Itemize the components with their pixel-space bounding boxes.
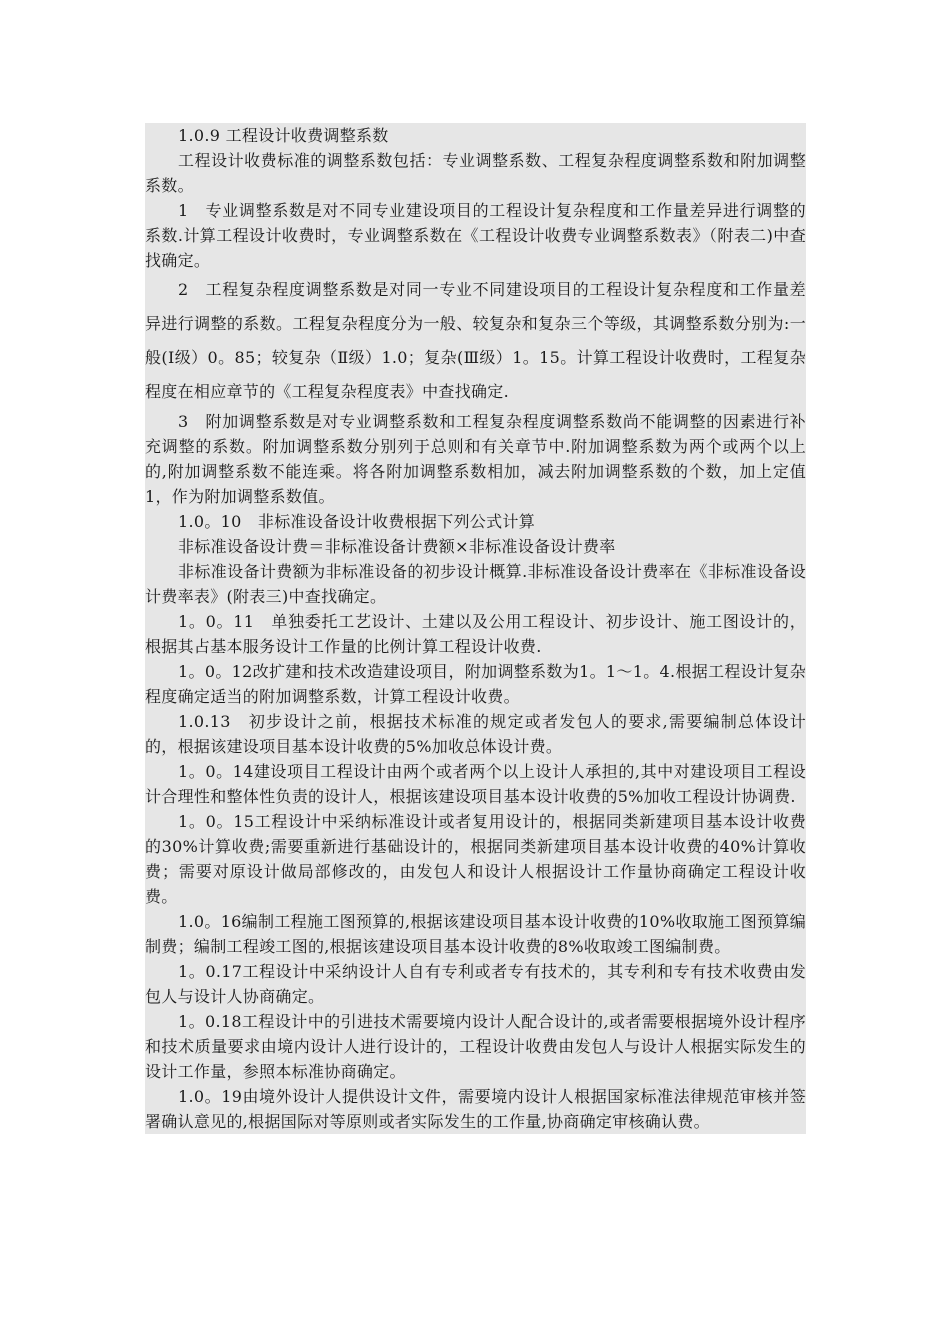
paragraph-1-0-12: 1。0。12改扩建和技术改造建设项目，附加调整系数为1。1～1。4.根据工程设计复杂程度确定适当的附加调整系数，计算工程设计收费。: [145, 659, 806, 709]
paragraph-1-0-19: 1.0。19由境外设计人提供设计文件，需要境内设计人根据国家标准法律规范审核并签署确认意见的,根据国际对等原则或者实际发生的工作量,协商确定审核确认费。: [145, 1084, 806, 1134]
paragraph-formula: 非标准设备设计费＝非标准设备计费额×非标准设备设计费率: [145, 534, 806, 559]
paragraph-professional-coefficient: 1 专业调整系数是对不同专业建设项目的工程设计复杂程度和工作量差异进行调整的系数.计算工程设计收费时，专业调整系数在《工程设计收费专业调整系数表》（附表二)中查找确定。: [145, 198, 806, 273]
paragraph-adjustment-intro: 工程设计收费标准的调整系数包括：专业调整系数、工程复杂程度调整系数和附加调整系数。: [145, 148, 806, 198]
paragraph-complexity-coefficient: 2 工程复杂程度调整系数是对同一专业不同建设项目的工程设计复杂程度和工作量差异进行调整的系数。工程复杂程度分为一般、较复杂和复杂三个等级，其调整系数分别为:一般(Ⅰ级）0。85；较复杂（Ⅱ级）1.0；复杂(Ⅲ级）1。15。计算工程设计收费时，工程复杂程度在相应章节的《工程复杂程度表》中查找确定.: [145, 273, 806, 409]
paragraph-1-0-17: 1。0.17工程设计中采纳设计人自有专利或者专有技术的，其专利和专有技术收费由发包人与设计人协商确定。: [145, 959, 806, 1009]
paragraph-1-0-11: 1。0。11 单独委托工艺设计、土建以及公用工程设计、初步设计、施工图设计的，根据其占基本服务设计工作量的比例计算工程设计收费.: [145, 609, 806, 659]
paragraph-1-0-14: 1。0。14建设项目工程设计由两个或者两个以上设计人承担的,其中对建设项目工程设计合理性和整体性负责的设计人，根据该建设项目基本设计收费的5%加收工程设计协调费.: [145, 759, 806, 809]
paragraph-1-0-13: 1.0.13 初步设计之前，根据技术标准的规定或者发包人的要求,需要编制总体设计的，根据该建设项目基本设计收费的5%加收总体设计费。: [145, 709, 806, 759]
paragraph-1-0-16: 1.0。16编制工程施工图预算的,根据该建设项目基本设计收费的10%收取施工图预算编制费；编制工程竣工图的,根据该建设项目基本设计收费的8%收取竣工图编制费。: [145, 909, 806, 959]
paragraph-1-0-18: 1。0.18工程设计中的引进技术需要境内设计人配合设计的,或者需要根据境外设计程序和技术质量要求由境内设计人进行设计的，工程设计收费由发包人与设计人根据实际发生的设计工作量，参照本标准协商确定。: [145, 1009, 806, 1084]
paragraph-1-0-15: 1。0。15工程设计中采纳标准设计或者复用设计的，根据同类新建项目基本设计收费的30%计算收费;需要重新进行基础设计的，根据同类新建项目基本设计收费的40%计算收费；需要对原设计做局部修改的，由发包人和设计人根据设计工作量协商确定工程设计收费。: [145, 809, 806, 909]
section-heading-1-0-9: 1.0.9 工程设计收费调整系数: [145, 123, 806, 148]
paragraph-nonstandard-equipment: 非标准设备计费额为非标准设备的初步设计概算.非标准设备设计费率在《非标准设备设计费率表》(附表三)中查找确定。: [145, 559, 806, 609]
document-body: [145, 123, 806, 1134]
paragraph-additional-coefficient: 3 附加调整系数是对专业调整系数和工程复杂程度调整系数尚不能调整的因素进行补充调整的系数。附加调整系数分别列于总则和有关章节中.附加调整系数为两个或两个以上的,附加调整系数不能连乘。将各附加调整系数相加，减去附加调整系数的个数，加上定值1，作为附加调整系数值。: [145, 409, 806, 509]
section-heading-1-0-10: 1.0。10 非标准设备设计收费根据下列公式计算: [145, 509, 806, 534]
